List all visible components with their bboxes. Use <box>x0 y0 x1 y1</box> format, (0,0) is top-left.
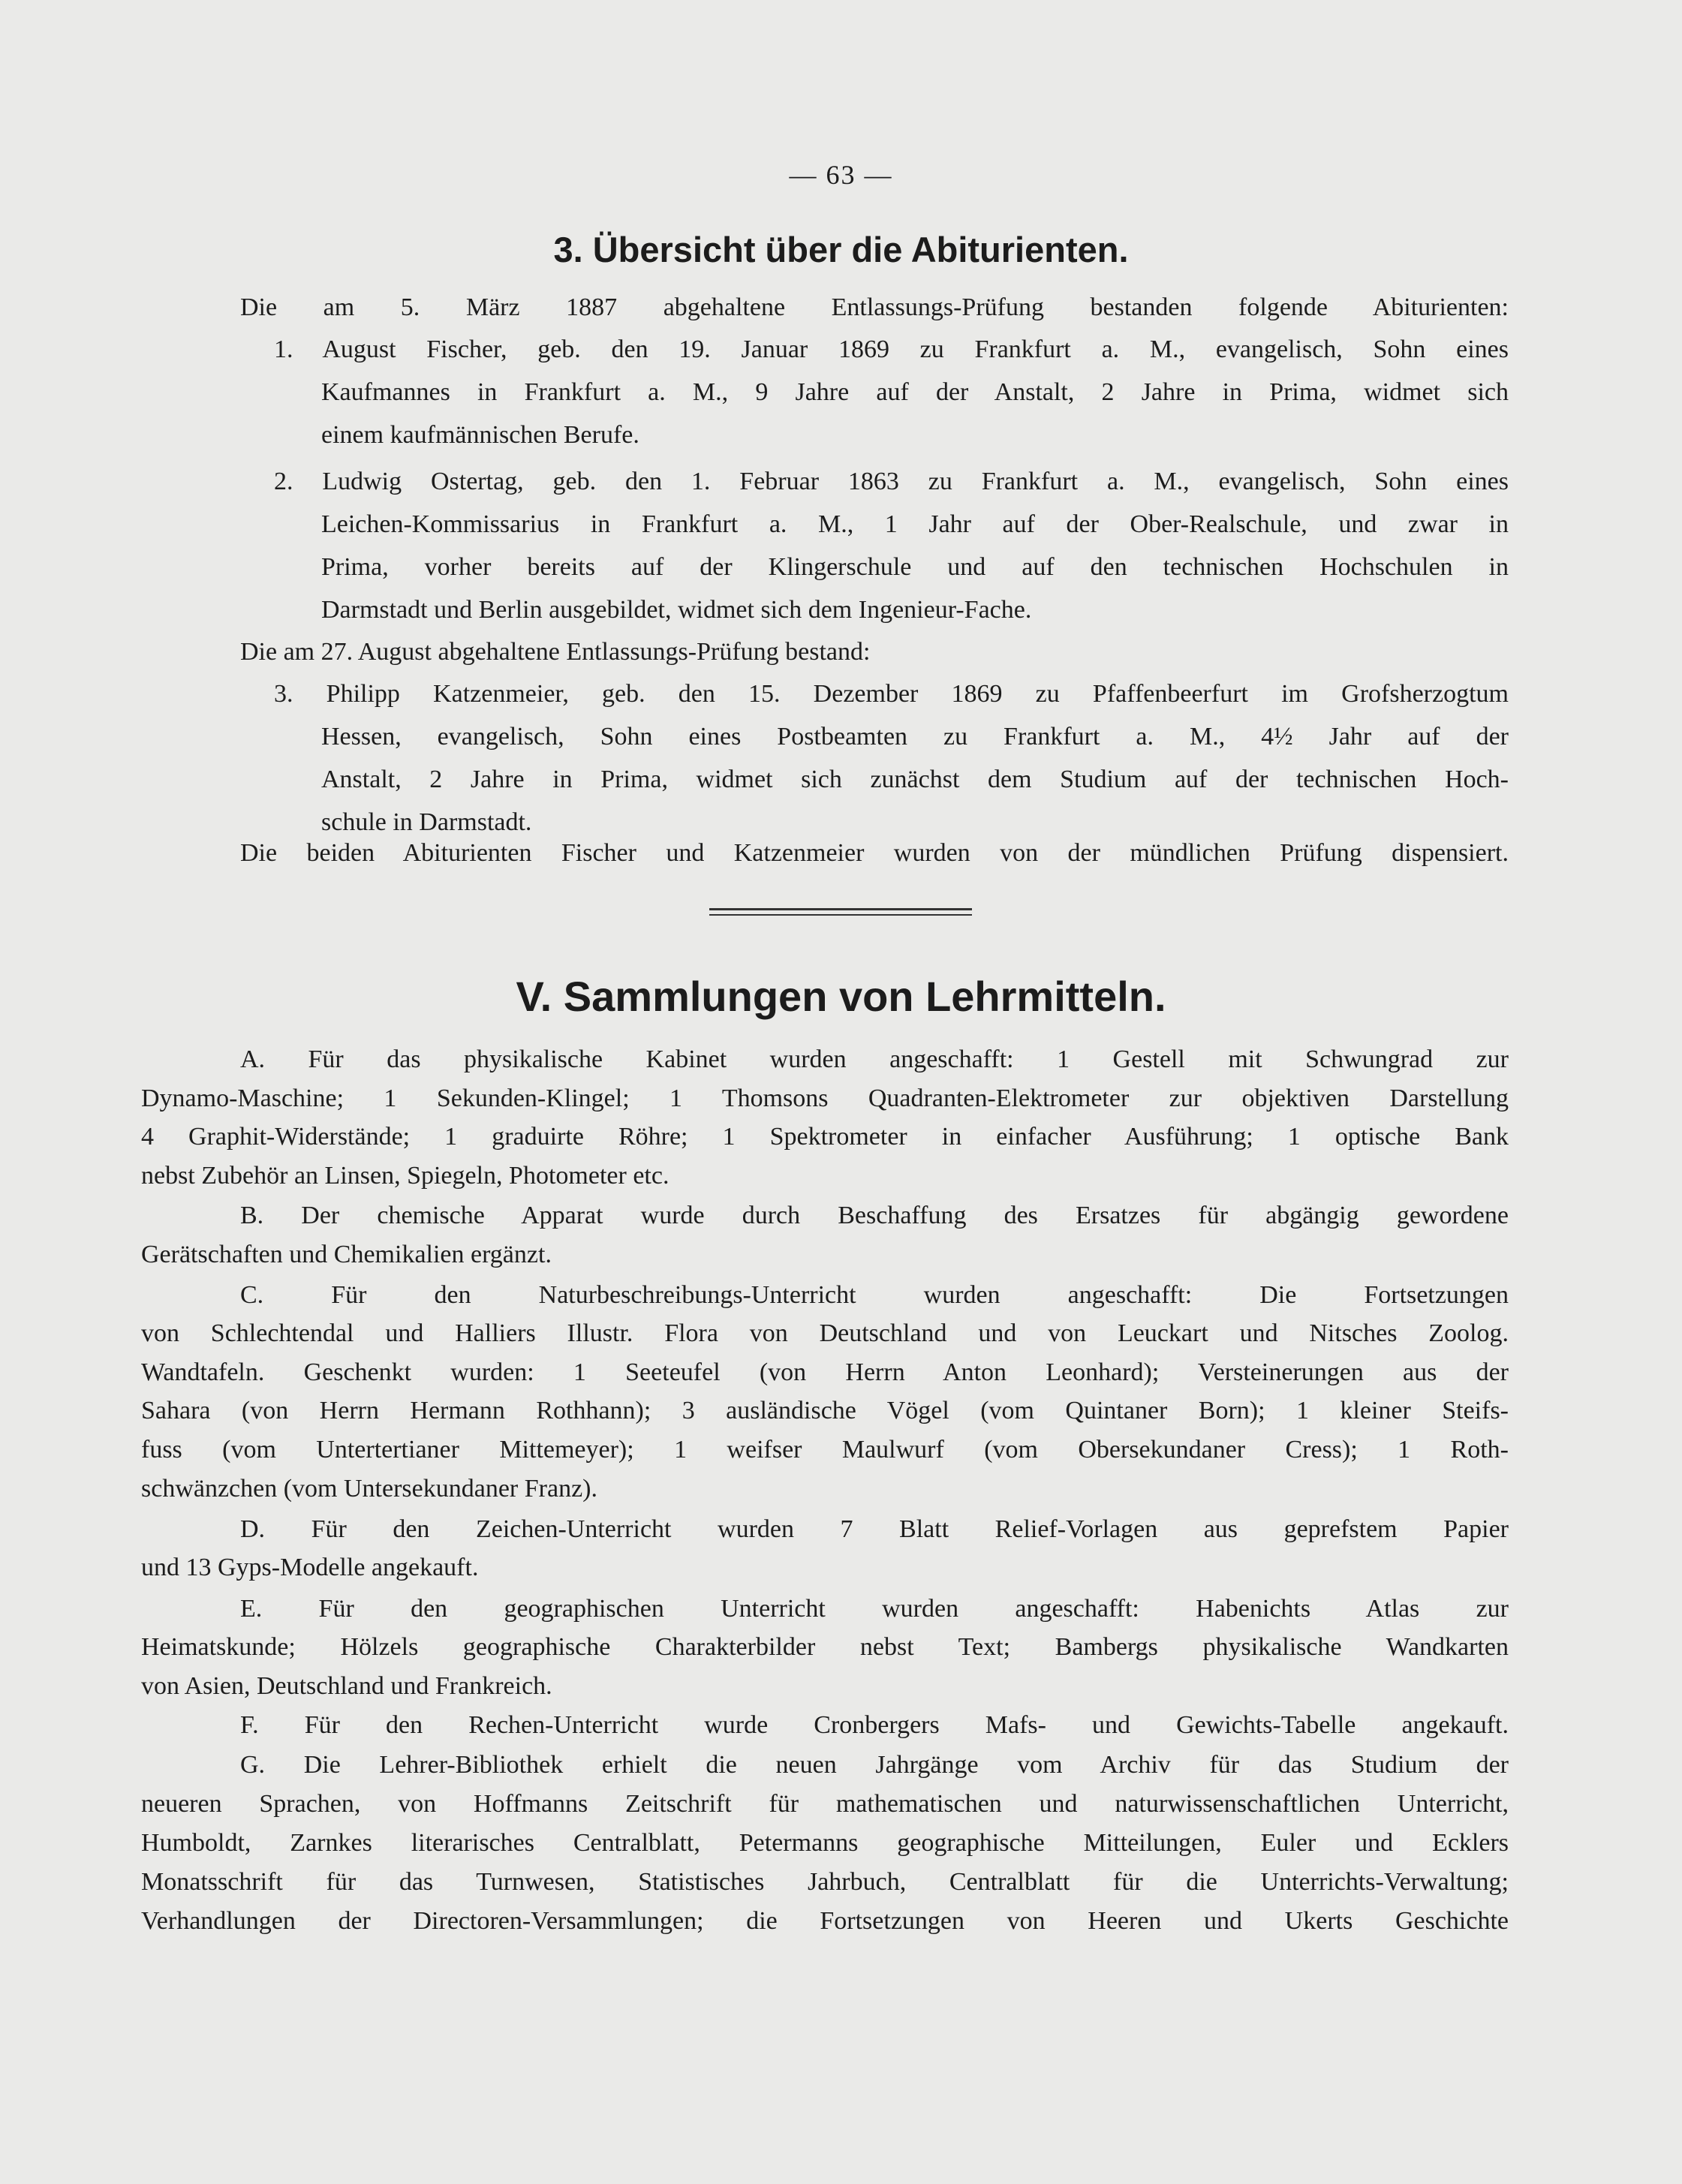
text-line: Verhandlungen der Directoren-Versammlungen; die Fortsetzungen von Heeren und Ukerts Geschichte <box>141 1907 1509 1935</box>
text-line: F. Für den Rechen-Unterricht wurde Cronbergers Mafs- und Gewichts-Tabelle angekauft. <box>240 1711 1509 1739</box>
text-line: Heimatskunde; Hölzels geographische Charakterbilder nebst Text; Bambergs physikalische Wandkarten <box>141 1633 1509 1661</box>
text-line: Gerätschaften und Chemikalien ergänzt. <box>141 1241 552 1268</box>
text-line: G. Die Lehrer-Bibliothek erhielt die neuen Jahrgänge vom Archiv für das Studium der <box>240 1751 1509 1779</box>
text-line: nebst Zubehör an Linsen, Spiegeln, Photometer etc. <box>141 1162 669 1190</box>
text-line: und 13 Gyps-Modelle angekauft. <box>141 1554 479 1581</box>
text-line: B. Der chemische Apparat wurde durch Beschaffung des Ersatzes für abgängig gewordene <box>240 1202 1509 1229</box>
text-line: von Schlechtendal und Halliers Illustr. Flora von Deutschland und von Leuckart und Nitsches Zoolog. <box>141 1319 1509 1347</box>
text-line: Die beiden Abiturienten Fischer und Katzenmeier wurden von der mündlichen Prüfung dispensiert. <box>240 839 1509 867</box>
text-line: fuss (vom Untertertianer Mittemeyer); 1 weifser Maulwurf (vom Obersekundaner Cress); 1 Roth- <box>141 1436 1509 1464</box>
text-line: Leichen-Kommissarius in Frankfurt a. M., 1 Jahr auf der Ober-Realschule, und zwar in <box>321 510 1509 538</box>
section-title-abiturienten: 3. Übersicht über die Abiturienten. <box>553 230 1129 269</box>
divider-rule <box>709 914 972 916</box>
page-number: — 63 — <box>789 160 893 190</box>
text-line: 3. Philipp Katzenmeier, geb. den 15. Dezember 1869 zu Pfaffenbeerfurt im Grofsherzogtum <box>274 680 1509 708</box>
text-line: Prima, vorher bereits auf der Klingerschule und auf den technischen Hochschulen in <box>321 553 1509 581</box>
text-line: von Asien, Deutschland und Frankreich. <box>141 1672 552 1700</box>
text-line: Anstalt, 2 Jahre in Prima, widmet sich zunächst dem Studium auf der technischen Hoch- <box>321 766 1509 793</box>
text-line: 2. Ludwig Ostertag, geb. den 1. Februar 1863 zu Frankfurt a. M., evangelisch, Sohn eines <box>274 468 1509 495</box>
text-line: Wandtafeln. Geschenkt wurden: 1 Seeteufel (von Herrn Anton Leonhard); Versteinerungen aus der <box>141 1358 1509 1386</box>
text-line: einem kaufmännischen Berufe. <box>321 421 639 449</box>
text-line: D. Für den Zeichen-Unterricht wurden 7 Blatt Relief-Vorlagen aus geprefstem Papier <box>240 1515 1509 1543</box>
text-line: Die am 27. August abgehaltene Entlassungs-Prüfung bestand: <box>240 638 871 666</box>
text-line: E. Für den geographischen Unterricht wurden angeschafft: Habenichts Atlas zur <box>240 1595 1509 1623</box>
text-line: neueren Sprachen, von Hoffmanns Zeitschrift für mathematischen und naturwissenschaftlichen Unterricht, <box>141 1790 1509 1818</box>
text-line: Die am 5. März 1887 abgehaltene Entlassungs-Prüfung bestanden folgende Abiturienten: <box>240 293 1509 321</box>
text-line: A. Für das physikalische Kabinet wurden angeschafft: 1 Gestell mit Schwungrad zur <box>240 1045 1509 1073</box>
section-title-sammlungen: V. Sammlungen von Lehrmitteln. <box>516 973 1166 1020</box>
text-line: Humboldt, Zarnkes literarisches Centralblatt, Petermanns geographische Mitteilungen, Euler und Ecklers <box>141 1829 1509 1857</box>
divider-rule <box>709 908 972 910</box>
text-line: Sahara (von Herrn Hermann Rothhann); 3 ausländische Vögel (vom Quintaner Born); 1 kleiner Steifs- <box>141 1397 1509 1424</box>
text-line: 1. August Fischer, geb. den 19. Januar 1869 zu Frankfurt a. M., evangelisch, Sohn eines <box>274 335 1509 363</box>
text-line: C. Für den Naturbeschreibungs-Unterricht wurden angeschafft: Die Fortsetzungen <box>240 1281 1509 1309</box>
text-line: Kaufmannes in Frankfurt a. M., 9 Jahre auf der Anstalt, 2 Jahre in Prima, widmet sich <box>321 378 1509 406</box>
text-line: schwänzchen (vom Untersekundaner Franz). <box>141 1475 597 1503</box>
text-line: 4 Graphit-Widerstände; 1 graduirte Röhre; 1 Spektrometer in einfacher Ausführung; 1 optische Bank <box>141 1123 1509 1151</box>
text-line: Dynamo-Maschine; 1 Sekunden-Klingel; 1 Thomsons Quadranten-Elektrometer zur objektiven Darstellung <box>141 1084 1509 1112</box>
text-line: schule in Darmstadt. <box>321 808 532 836</box>
text-line: Hessen, evangelisch, Sohn eines Postbeamten zu Frankfurt a. M., 4½ Jahr auf der <box>321 723 1509 751</box>
text-line: Monatsschrift für das Turnwesen, Statistisches Jahrbuch, Centralblatt für die Unterrichts-Verwaltung; <box>141 1868 1509 1896</box>
text-line: Darmstadt und Berlin ausgebildet, widmet sich dem Ingenieur-Fache. <box>321 596 1032 624</box>
